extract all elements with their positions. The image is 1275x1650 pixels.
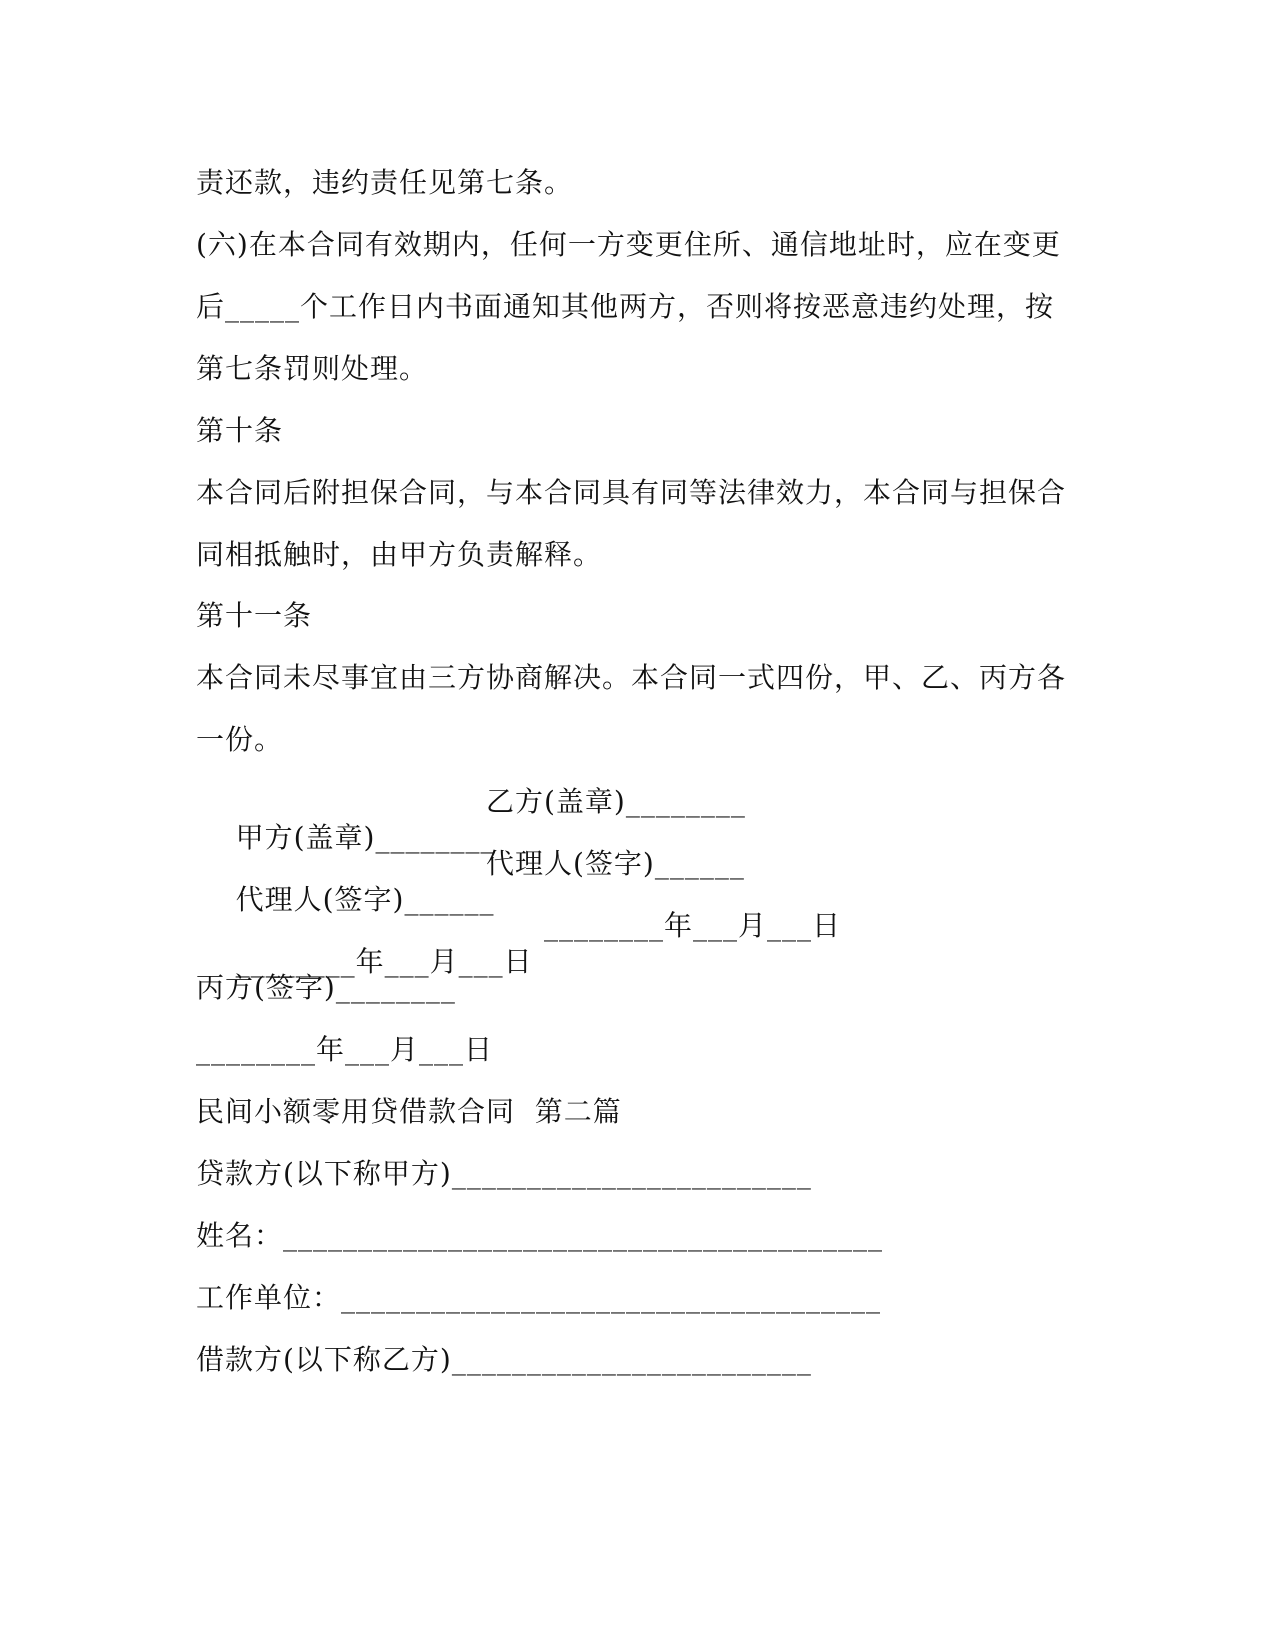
- signature-row-parties: [196, 784, 1096, 854]
- party-a-seal: 甲方(盖章)________: [235, 821, 496, 854]
- work-unit-field: 工作单位：____________________________________: [196, 1281, 882, 1314]
- date-a: ________年___月___日: [235, 945, 533, 978]
- signature-row-dates: [196, 908, 1096, 978]
- text-line: 本合同未尽事宜由三方协商解决。本合同一式四份，甲、乙、丙方各: [196, 661, 1067, 694]
- borrower-field: 借款方(以下称乙方)________________________: [196, 1343, 812, 1376]
- article-heading: 第十一条: [196, 599, 313, 632]
- agent-a-signature: 代理人(签字)______: [235, 883, 495, 916]
- agent-b-signature: 代理人(签字)______: [486, 847, 745, 880]
- text-line: 责还款，违约责任见第七条。: [196, 166, 574, 199]
- article-heading: 第十条: [196, 414, 284, 447]
- date-b: ________年___月___日: [544, 909, 842, 942]
- text-line: 第七条罚则处理。: [196, 352, 429, 385]
- text-line: (六)在本合同有效期内，任何一方变更住所、通信地址时，应在变更: [196, 228, 1061, 261]
- text-line: 本合同后附担保合同，与本合同具有同等法律效力，本合同与担保合: [196, 476, 1067, 509]
- name-field: 姓名：________________________________________: [196, 1219, 884, 1252]
- signature-row-agents: [196, 846, 1096, 916]
- lender-field: 贷款方(以下称甲方)________________________: [196, 1157, 812, 1190]
- text-line: 后_____个工作日内书面通知其他两方，否则将按恶意违约处理，按: [196, 290, 1055, 323]
- party-c-signature: 丙方(签字)________: [196, 971, 456, 1004]
- text-line: 同相抵触时，由甲方负责解释。: [196, 538, 603, 571]
- date-c: ________年___月___日: [196, 1033, 494, 1066]
- text-line: 一份。: [196, 723, 284, 756]
- second-contract-title: 民间小额零用贷借款合同 第二篇: [196, 1095, 622, 1128]
- party-b-seal: 乙方(盖章)________: [486, 785, 746, 818]
